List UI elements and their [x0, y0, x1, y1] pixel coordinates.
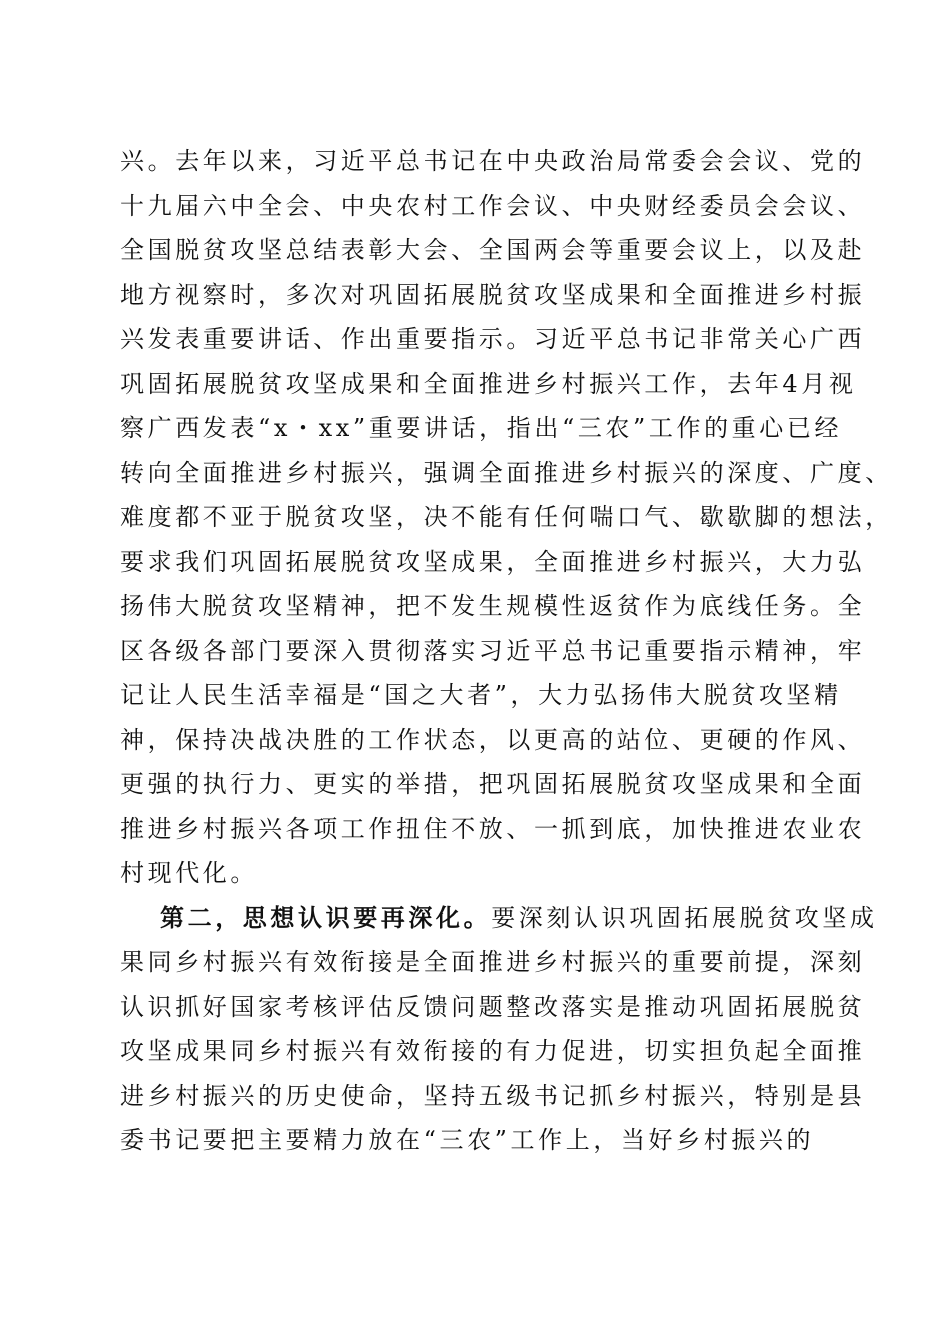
text-line: 巩固拓展脱贫攻坚成果和全面推进乡村振兴工作，去年4月视	[120, 369, 857, 398]
paragraph-first-line	[120, 896, 880, 941]
text-line: 要求我们巩固拓展脱贫攻坚成果，全面推进乡村振兴，大力弘	[120, 547, 866, 576]
body-text	[120, 139, 893, 1163]
text-run: 要深刻认识巩固拓展脱贫攻坚成	[491, 903, 878, 932]
text-line: 神，保持决战决胜的工作状态，以更高的站位、更硬的作风、	[120, 725, 866, 754]
text-line: 区各级各部门要深入贯彻落实习近平总书记重要指示精神，牢	[120, 636, 866, 665]
text-line: 记让人民生活幸福是“国之大者”，大力弘扬伟大脱贫攻坚精	[120, 681, 842, 709]
text-line: 十九届六中全会、中央农村工作会议、中央财经委员会会议、	[120, 191, 866, 220]
text-line: 进乡村振兴的历史使命，坚持五级书记抓乡村振兴，特别是县	[120, 1081, 866, 1110]
text-line: 难度都不亚于脱贫攻坚，决不能有任何喘口气、歇歇脚的想法，	[120, 503, 893, 531]
text-line: 转向全面推进乡村振兴，强调全面推进乡村振兴的深度、广度、	[120, 458, 893, 487]
text-line: 村现代化。	[120, 859, 258, 887]
text-line: 攻坚成果同乡村振兴有效衔接的有力促进，切实担负起全面推	[120, 1037, 866, 1065]
text-line: 果同乡村振兴有效衔接是全面推进乡村振兴的重要前提，深刻	[120, 948, 866, 976]
section-heading: 第二，思想认识要再深化。	[160, 902, 492, 932]
text-line: 兴发表重要讲话、作出重要指示。习近平总书记非常关心广西	[120, 325, 866, 353]
text-line: 更强的执行力、更实的举措，把巩固拓展脱贫攻坚成果和全面	[120, 770, 866, 798]
text-line: 兴。去年以来，习近平总书记在中央政治局常委会会议、党的	[120, 147, 866, 175]
text-line: 推进乡村振兴各项工作扭住不放、一抓到底，加快推进农业农	[120, 814, 866, 843]
text-line: 全国脱贫攻坚总结表彰大会、全国两会等重要会议上，以及赴	[120, 236, 866, 264]
text-line: 地方视察时，多次对巩固拓展脱贫攻坚成果和全面推进乡村振	[120, 280, 866, 309]
text-line: 认识抓好国家考核评估反馈问题整改落实是推动巩固拓展脱贫	[120, 992, 866, 1021]
text-line: 察广西发表“x・xx”重要讲话，指出“三农”工作的重心已经	[120, 414, 843, 442]
text-line: 委书记要把主要精力放在“三农”工作上，当好乡村振兴的	[120, 1126, 815, 1154]
text-line: 扬伟大脱贫攻坚精神，把不发生规模性返贫作为底线任务。全	[120, 592, 866, 620]
